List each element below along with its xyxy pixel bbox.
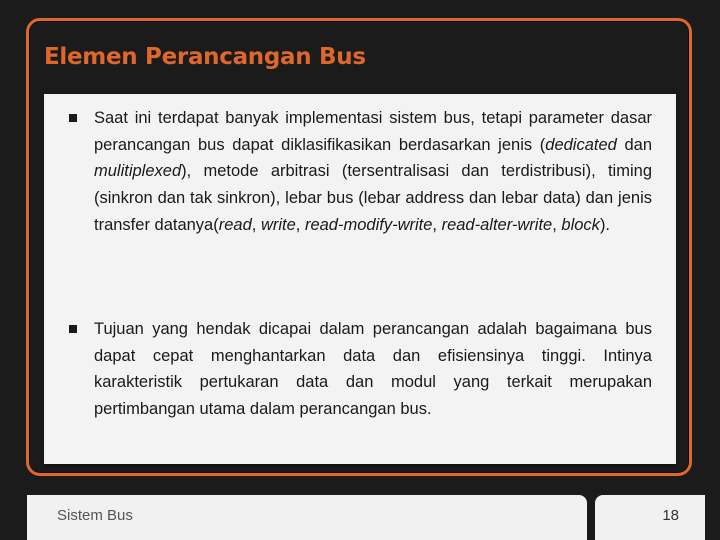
slide-title: Elemen Perancangan Bus <box>44 44 366 70</box>
text-run: Saat ini terdapat banyak implementasi sistem bus, tetapi parameter dasar perancangan bus dapat diklasifikasikan berdasarkan jenis ( <box>94 109 652 154</box>
text-run: Tujuan yang hendak dicapai dalam perancangan adalah bagaimana bus dapat cepat menghantarkan data dan efisiensinya tinggi. Intinya karakteristik pertukaran data dan modul yang terkait merupakan pertimbangan utama dalam perancangan bus. <box>94 320 652 419</box>
page-number: 18 <box>662 507 679 524</box>
text-run: ), metode arbitrasi (tersentralisasi dan terdistribusi), timing (sinkron dan tak sinkron), lebar bus (lebar address dan lebar data) dan jenis transfer datanya( <box>94 162 652 234</box>
text-run: , <box>251 215 261 234</box>
italic-term: mulitiplexed <box>94 162 182 181</box>
text-run: , <box>432 215 442 234</box>
italic-term: read-alter-write <box>441 215 553 234</box>
italic-term: block <box>561 215 600 234</box>
footer-bar <box>27 495 587 540</box>
italic-term: dedicated <box>545 135 617 154</box>
bullet-text-2 <box>94 320 652 418</box>
italic-term: read-modify-write <box>304 215 433 234</box>
bullet-text-1 <box>94 109 652 234</box>
content-panel <box>44 94 676 464</box>
square-bullet-icon <box>69 114 77 122</box>
footer-label: Sistem Bus <box>57 507 133 524</box>
bullet-item-2 <box>64 316 652 423</box>
page-number-box <box>595 495 705 540</box>
italic-term: write <box>260 215 296 234</box>
text-run: , <box>552 215 562 234</box>
bullet-item-1 <box>64 105 652 239</box>
text-run: dan <box>616 135 652 154</box>
italic-term: read <box>218 215 252 234</box>
text-run: , <box>295 215 305 234</box>
square-bullet-icon <box>69 325 77 333</box>
text-run: ). <box>599 215 611 234</box>
